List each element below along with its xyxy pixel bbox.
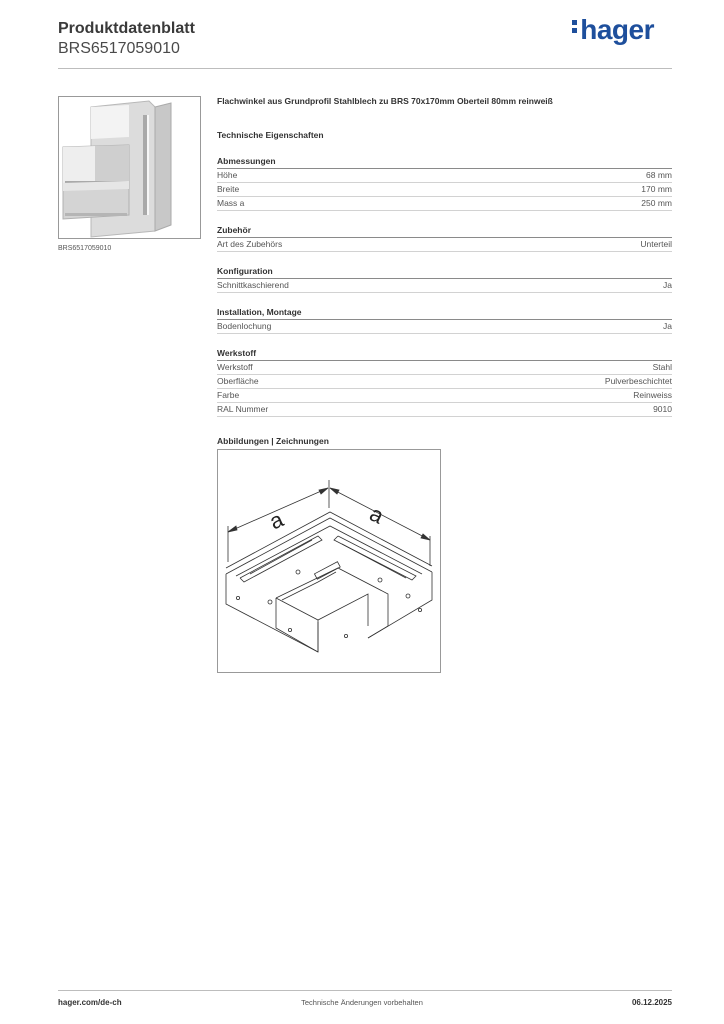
- spec-row: [217, 320, 672, 334]
- spec-row: [217, 361, 672, 375]
- specification-section: [217, 96, 672, 448]
- hager-logo: [572, 14, 654, 46]
- spec-value: 170 mm: [641, 184, 672, 194]
- spec-label: RAL Nummer: [217, 404, 269, 414]
- product-description: Flachwinkel aus Grundprofil Stahlblech zu BRS 70x170mm Oberteil 80mm reinweiß: [217, 96, 553, 106]
- spec-row: [217, 169, 672, 183]
- spec-value: 68 mm: [646, 170, 672, 180]
- product-photo: [58, 96, 201, 239]
- group-dimensions: [217, 156, 672, 211]
- group-accessory: [217, 225, 672, 252]
- logo-text: hager: [580, 14, 654, 45]
- spec-label: Breite: [217, 184, 240, 194]
- spec-label: Oberfläche: [217, 376, 259, 386]
- spec-row: [217, 389, 672, 403]
- spec-row: [217, 238, 672, 252]
- spec-value: Ja: [663, 280, 672, 290]
- spec-label: Art des Zubehörs: [217, 239, 283, 249]
- spec-label: Schnittkaschierend: [217, 280, 289, 290]
- spec-label: Farbe: [217, 390, 240, 400]
- group-material: [217, 348, 672, 417]
- spec-label: Werkstoff: [217, 362, 253, 372]
- spec-row: [217, 183, 672, 197]
- logo-dots-icon: [572, 17, 578, 36]
- group-title: Werkstoff: [217, 348, 672, 361]
- dimension-label-left: a: [265, 506, 287, 535]
- group-title: Konfiguration: [217, 266, 672, 279]
- dimension-label-right: a: [365, 500, 388, 529]
- flat-angle-drawing-icon: [218, 450, 440, 672]
- drawings-heading: Abbildungen | Zeichnungen: [217, 436, 329, 446]
- spec-label: Höhe: [217, 170, 238, 180]
- spec-label: Bodenlochung: [217, 321, 272, 331]
- group-title: Zubehör: [217, 225, 672, 238]
- spec-value: Unterteil: [640, 239, 672, 249]
- spec-value: 250 mm: [641, 198, 672, 208]
- spec-value: Ja: [663, 321, 672, 331]
- flat-angle-photo-icon: [59, 97, 200, 238]
- spec-value: Stahl: [652, 362, 672, 372]
- spec-value: Pulverbeschichtet: [604, 376, 672, 386]
- spec-row: [217, 279, 672, 293]
- group-installation: [217, 307, 672, 334]
- header-divider: [58, 68, 672, 69]
- document-title: Produktdatenblatt: [58, 20, 195, 37]
- footer-divider: [58, 990, 672, 991]
- group-title: Installation, Montage: [217, 307, 672, 320]
- footer-date: 06.12.2025: [631, 998, 672, 1007]
- spec-label: Mass a: [217, 198, 245, 208]
- article-number: BRS6517059010: [58, 40, 180, 57]
- technical-drawing: [217, 449, 441, 673]
- spec-value: 9010: [653, 404, 672, 414]
- spec-value: Reinweiss: [633, 390, 672, 400]
- footer-website: hager.com/de-ch: [58, 998, 122, 1007]
- photo-caption: BRS6517059010: [58, 245, 112, 252]
- spec-row: [217, 197, 672, 211]
- group-configuration: [217, 266, 672, 293]
- spec-row: [217, 375, 672, 389]
- group-title: Abmessungen: [217, 156, 672, 169]
- spec-row: [217, 403, 672, 417]
- technical-properties-heading: Technische Eigenschaften: [217, 130, 324, 140]
- footer-disclaimer: Technische Änderungen vorbehalten: [301, 998, 423, 1007]
